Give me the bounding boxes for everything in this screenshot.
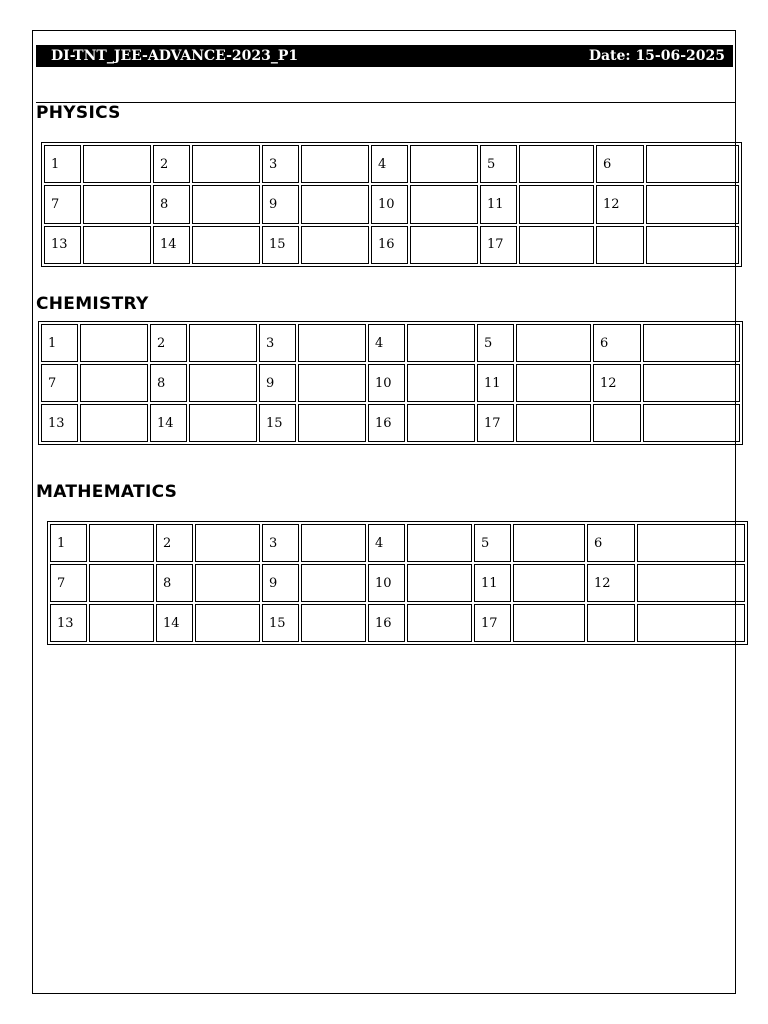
question-number-cell: 13 — [50, 604, 87, 642]
answer-cell[interactable] — [301, 185, 369, 223]
answer-cell[interactable] — [407, 604, 472, 642]
answer-cell[interactable] — [195, 524, 260, 562]
question-number-cell: 1 — [50, 524, 87, 562]
answer-cell[interactable] — [89, 604, 154, 642]
question-number-cell: 11 — [477, 364, 514, 402]
question-number-cell: 16 — [371, 226, 408, 264]
answer-cell[interactable] — [189, 404, 257, 442]
grid-row — [41, 364, 740, 402]
answer-cell[interactable] — [519, 185, 594, 223]
grid-row — [44, 145, 739, 183]
question-number-cell: 3 — [259, 324, 296, 362]
answer-cell[interactable] — [410, 185, 478, 223]
answer-cell[interactable] — [89, 564, 154, 602]
answer-cell[interactable] — [407, 324, 475, 362]
answer-cell[interactable] — [519, 145, 594, 183]
section-title-mathematics: MATHEMATICS — [36, 482, 178, 502]
answer-cell[interactable] — [516, 364, 591, 402]
question-number-cell: 14 — [156, 604, 193, 642]
answer-cell[interactable] — [407, 564, 472, 602]
test-code: DI-TNT_JEE-ADVANCE-2023_P1 — [51, 48, 299, 64]
test-date: Date: 15-06-2025 — [588, 48, 725, 64]
section-title-chemistry: CHEMISTRY — [36, 294, 149, 314]
answer-cell[interactable] — [407, 404, 475, 442]
answer-cell[interactable] — [301, 524, 366, 562]
question-number-cell: 11 — [480, 185, 517, 223]
question-number-cell: 8 — [156, 564, 193, 602]
answer-cell[interactable] — [80, 364, 148, 402]
chemistry-answer-grid — [38, 321, 743, 445]
answer-cell[interactable] — [298, 324, 366, 362]
question-number-cell: 17 — [480, 226, 517, 264]
answer-cell[interactable] — [195, 564, 260, 602]
question-number-cell: 13 — [44, 226, 81, 264]
answer-cell[interactable] — [83, 185, 151, 223]
answer-cell[interactable] — [643, 404, 740, 442]
question-number-cell: 17 — [474, 604, 511, 642]
question-number-cell: 9 — [262, 185, 299, 223]
answer-cell[interactable] — [189, 324, 257, 362]
question-number-cell: 7 — [44, 185, 81, 223]
question-number-cell: 12 — [596, 185, 644, 223]
question-number-cell: 5 — [474, 524, 511, 562]
answer-cell[interactable] — [516, 404, 591, 442]
grid-row — [44, 226, 739, 264]
answer-cell[interactable] — [301, 226, 369, 264]
answer-cell[interactable] — [189, 364, 257, 402]
answer-cell[interactable] — [301, 564, 366, 602]
question-number-cell: 11 — [474, 564, 511, 602]
answer-cell[interactable] — [407, 364, 475, 402]
question-number-cell: 2 — [150, 324, 187, 362]
question-number-cell: 10 — [368, 564, 405, 602]
question-number-cell: 15 — [259, 404, 296, 442]
answer-cell[interactable] — [298, 404, 366, 442]
question-number-cell: 8 — [153, 185, 190, 223]
answer-cell[interactable] — [192, 226, 260, 264]
question-number-cell: 17 — [477, 404, 514, 442]
grid-row — [50, 524, 745, 562]
question-number-cell: 2 — [156, 524, 193, 562]
answer-cell[interactable] — [519, 226, 594, 264]
question-number-cell: 12 — [593, 364, 641, 402]
question-number-cell: 4 — [371, 145, 408, 183]
question-number-cell — [596, 226, 644, 264]
question-number-cell: 14 — [150, 404, 187, 442]
answer-cell[interactable] — [192, 145, 260, 183]
answer-cell[interactable] — [298, 364, 366, 402]
answer-cell[interactable] — [410, 145, 478, 183]
question-number-cell: 5 — [477, 324, 514, 362]
answer-cell[interactable] — [301, 604, 366, 642]
question-number-cell: 6 — [587, 524, 635, 562]
question-number-cell: 7 — [41, 364, 78, 402]
question-number-cell: 15 — [262, 226, 299, 264]
question-number-cell: 3 — [262, 145, 299, 183]
question-number-cell: 4 — [368, 324, 405, 362]
answer-cell[interactable] — [83, 226, 151, 264]
question-number-cell: 8 — [150, 364, 187, 402]
question-number-cell: 3 — [262, 524, 299, 562]
answer-cell[interactable] — [89, 524, 154, 562]
answer-cell[interactable] — [80, 404, 148, 442]
question-number-cell: 9 — [262, 564, 299, 602]
grid-row — [41, 324, 740, 362]
question-number-cell — [587, 604, 635, 642]
answer-cell[interactable] — [195, 604, 260, 642]
answer-cell[interactable] — [410, 226, 478, 264]
question-number-cell: 7 — [50, 564, 87, 602]
question-number-cell: 9 — [259, 364, 296, 402]
answer-cell[interactable] — [637, 564, 745, 602]
question-number-cell: 16 — [368, 404, 405, 442]
question-number-cell: 13 — [41, 404, 78, 442]
question-number-cell: 1 — [41, 324, 78, 362]
answer-cell[interactable] — [192, 185, 260, 223]
answer-cell[interactable] — [637, 524, 745, 562]
answer-cell[interactable] — [83, 145, 151, 183]
question-number-cell — [593, 404, 641, 442]
header-rule — [36, 102, 735, 103]
question-number-cell: 2 — [153, 145, 190, 183]
answer-sheet-page — [32, 30, 736, 994]
answer-cell[interactable] — [646, 145, 739, 183]
answer-cell[interactable] — [301, 145, 369, 183]
grid-row — [50, 604, 745, 642]
question-number-cell: 15 — [262, 604, 299, 642]
answer-cell[interactable] — [80, 324, 148, 362]
question-number-cell: 12 — [587, 564, 635, 602]
question-number-cell: 1 — [44, 145, 81, 183]
question-number-cell: 4 — [368, 524, 405, 562]
question-number-cell: 5 — [480, 145, 517, 183]
physics-answer-grid — [41, 142, 742, 267]
question-number-cell: 6 — [593, 324, 641, 362]
answer-cell[interactable] — [513, 604, 585, 642]
grid-row — [50, 564, 745, 602]
question-number-cell: 16 — [368, 604, 405, 642]
question-number-cell: 14 — [153, 226, 190, 264]
answer-cell[interactable] — [643, 364, 740, 402]
answer-cell[interactable] — [513, 524, 585, 562]
grid-row — [44, 185, 739, 223]
question-number-cell: 10 — [368, 364, 405, 402]
answer-cell[interactable] — [516, 324, 591, 362]
answer-cell[interactable] — [643, 324, 740, 362]
grid-row — [41, 404, 740, 442]
answer-cell[interactable] — [407, 524, 472, 562]
section-title-physics: PHYSICS — [36, 103, 121, 123]
question-number-cell: 10 — [371, 185, 408, 223]
answer-cell[interactable] — [646, 226, 739, 264]
header-bar — [36, 45, 733, 67]
answer-cell[interactable] — [646, 185, 739, 223]
answer-cell[interactable] — [513, 564, 585, 602]
mathematics-answer-grid — [47, 521, 748, 645]
answer-cell[interactable] — [637, 604, 745, 642]
question-number-cell: 6 — [596, 145, 644, 183]
